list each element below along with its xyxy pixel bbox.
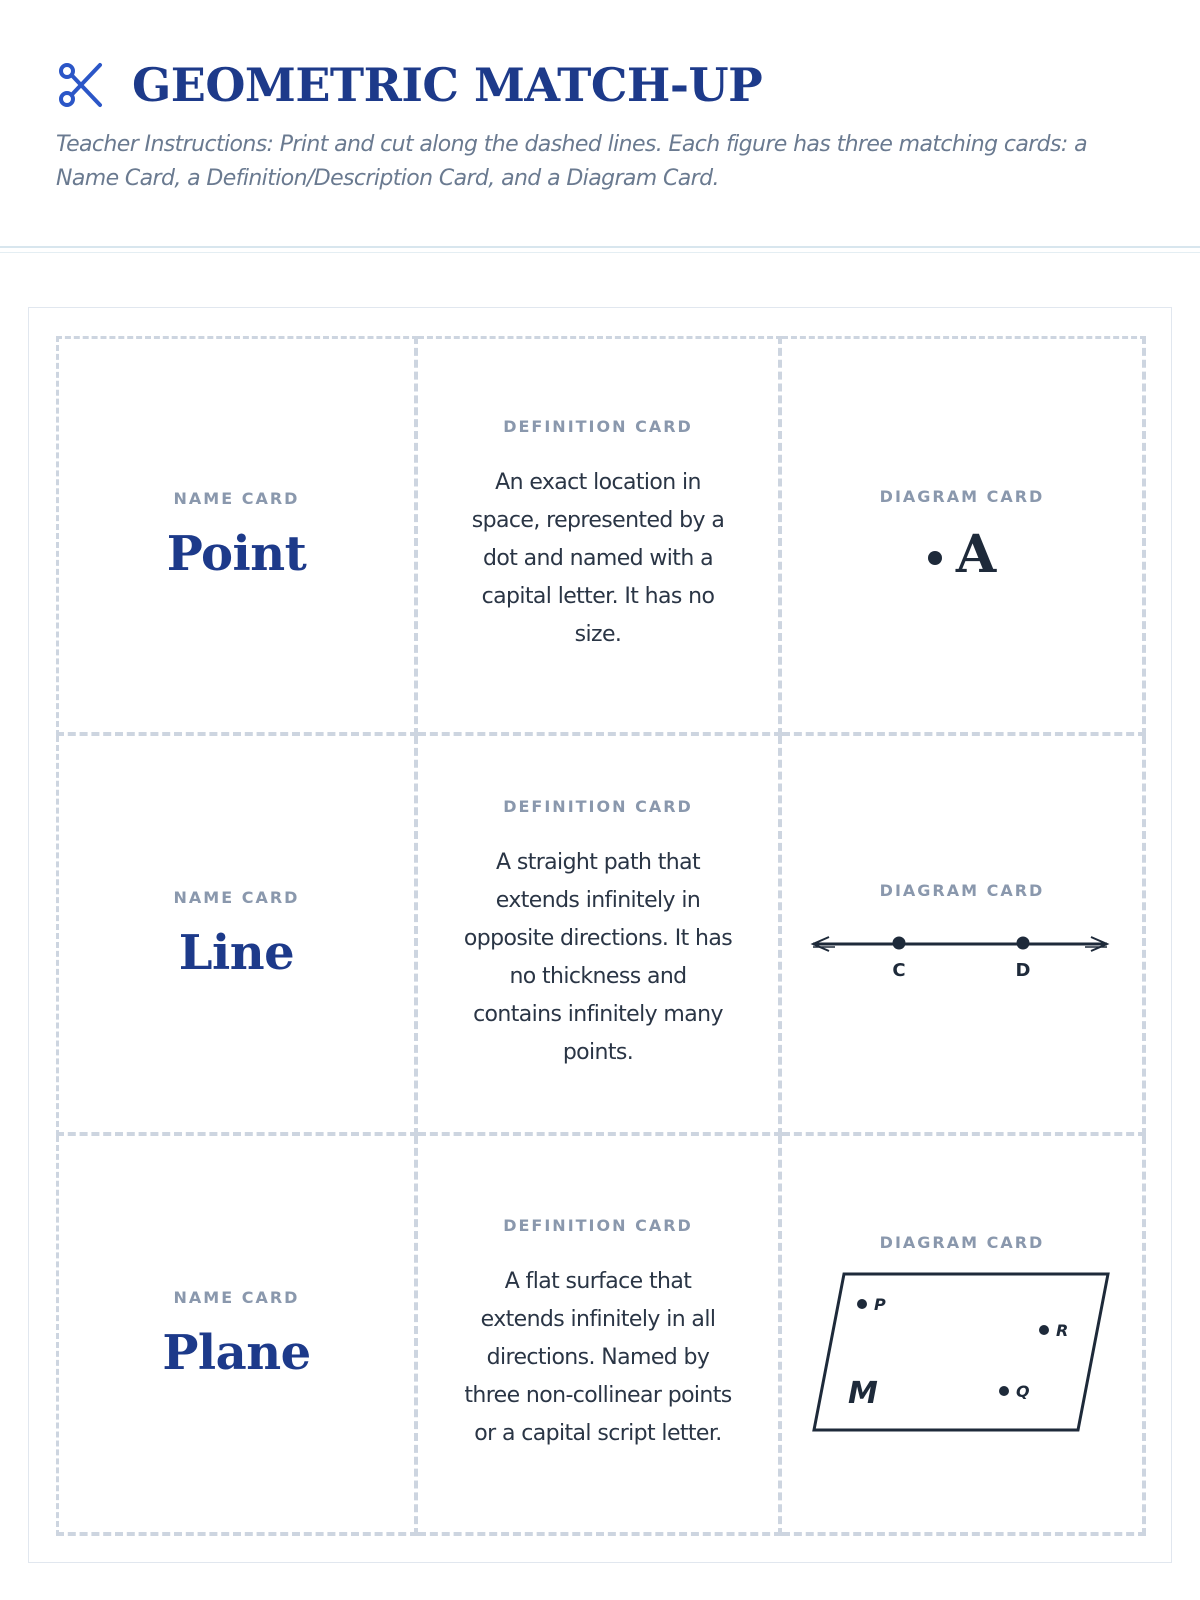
point-d-dot bbox=[1017, 936, 1030, 949]
figure-name: Point bbox=[166, 526, 307, 582]
point-r-label: R bbox=[1056, 1320, 1069, 1340]
diagram-card-point[interactable] bbox=[782, 336, 1146, 736]
plane-label: M bbox=[848, 1375, 878, 1411]
header-divider-secondary bbox=[0, 252, 1200, 253]
name-card-label: NAME CARD bbox=[173, 489, 300, 508]
definition-card-label: DEFINITION CARD bbox=[503, 796, 693, 816]
point-q-label: Q bbox=[1016, 1381, 1030, 1401]
point-p-dot bbox=[857, 1299, 867, 1309]
name-card-line[interactable] bbox=[56, 736, 418, 1136]
title-row bbox=[56, 52, 762, 118]
diagram-card-plane[interactable] bbox=[782, 1136, 1146, 1536]
teacher-instructions: Teacher Instructions: Print and cut along the dashed lines. Each figure has three matching cards: a Name Card, a Definition/Description Card, and a Diagram Card. bbox=[56, 132, 1087, 191]
definition-card-label: DEFINITION CARD bbox=[503, 1215, 693, 1235]
point-label: A bbox=[955, 523, 997, 585]
point-r-dot bbox=[1039, 1325, 1049, 1335]
definition-card-point[interactable] bbox=[418, 336, 782, 736]
point-d-label: D bbox=[1015, 959, 1031, 981]
worksheet-header bbox=[0, 0, 1200, 252]
point-diagram bbox=[928, 524, 996, 585]
diagram-card-label: DIAGRAM CARD bbox=[879, 486, 1045, 506]
point-p-label: P bbox=[874, 1294, 886, 1314]
diagram-card-line[interactable] bbox=[782, 736, 1146, 1136]
name-card-point[interactable] bbox=[56, 336, 418, 736]
line-diagram bbox=[807, 918, 1117, 988]
plane-diagram bbox=[810, 1270, 1114, 1436]
definition-card-label: DEFINITION CARD bbox=[503, 417, 693, 436]
definition-text: A flat surface that extends infinitely in all directions. Named by three non-collinear points or a capital script letter. bbox=[464, 1268, 732, 1446]
point-c-dot bbox=[893, 936, 906, 949]
name-card-label: NAME CARD bbox=[173, 887, 300, 907]
card-grid bbox=[56, 336, 1146, 1536]
definition-text: A straight path that extends infinitely in opposite directions. It has no thickness and contains infinitely many points. bbox=[463, 849, 733, 1065]
point-c-label: C bbox=[892, 959, 906, 981]
definition-card-plane[interactable] bbox=[418, 1136, 782, 1536]
name-card-plane[interactable] bbox=[56, 1136, 418, 1536]
diagram-card-label: DIAGRAM CARD bbox=[879, 880, 1045, 900]
point-dot bbox=[928, 551, 942, 565]
name-card-label: NAME CARD bbox=[173, 1287, 300, 1307]
header-divider bbox=[0, 246, 1200, 248]
definition-card-line[interactable] bbox=[418, 736, 782, 1136]
definition-text: An exact location in space, represented by a dot and named with a capital letter. It has no size. bbox=[471, 470, 725, 647]
point-q-dot bbox=[999, 1386, 1009, 1396]
diagram-card-label: DIAGRAM CARD bbox=[879, 1232, 1045, 1252]
page-title: GEOMETRIC MATCH-UP bbox=[132, 58, 763, 112]
figure-name: Line bbox=[178, 924, 295, 981]
figure-name: Plane bbox=[162, 1324, 311, 1381]
scissors-icon bbox=[56, 61, 104, 109]
